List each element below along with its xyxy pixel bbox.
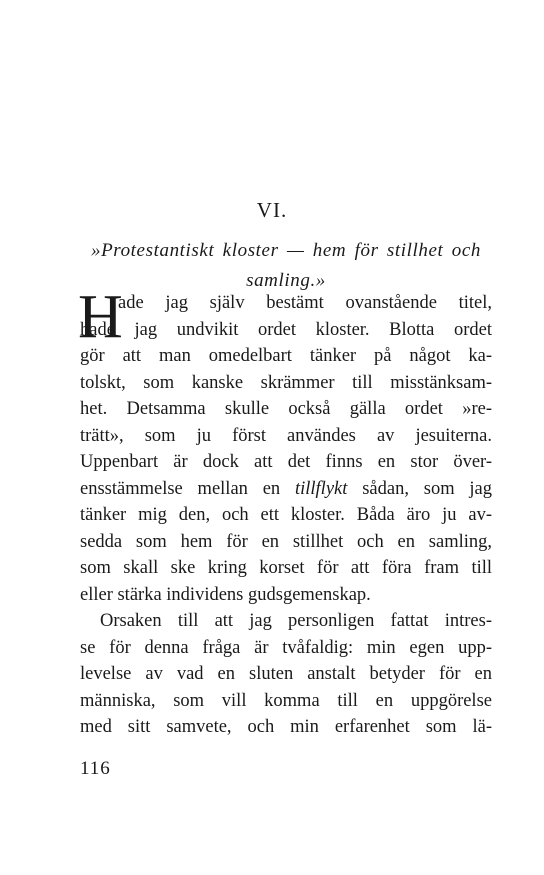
italic-word: tillflykt [294,478,348,499]
text-line: trätt», som ju först användes av jesuiterna. [80,425,492,446]
text-line: Orsaken till att jag personligen fattat intres- [100,611,492,631]
text-line: Uppenbart är dock att det finns en stor över- [80,452,492,472]
page-number: 116 [80,758,111,779]
text-line: levelse av vad en sluten anstalt betyder för en [80,664,492,684]
text-line: sedda som hem för en stillhet och en samling, [80,531,492,552]
chapter-number: VI. [256,198,288,222]
drop-cap: H [78,283,123,351]
text-line: ade jag själv bestämt ovanstående titel, [118,293,492,313]
text-line: människa, som vill komma till en uppgörelse [80,690,492,711]
text-line: tänker mig den, och ett kloster. Båda äro ju av- [80,505,492,525]
chapter-epigraph [80,236,492,296]
body-text [78,283,492,741]
text-line: tolskt, som kanske skrämmer till misstänksam- [80,372,492,393]
epigraph-line: samling.» [246,270,326,291]
text-fragment: ensstämmelse mellan en [80,478,295,499]
text-fragment: sådan, som jag [347,478,492,499]
text-line [80,476,492,503]
text-line: hade jag undvikit ordet kloster. Blotta ordet [80,319,492,340]
text-line: med sitt samvete, och min erfarenhet som lä- [80,717,492,737]
text-line: het. Detsamma skulle också gälla ordet »re- [80,399,492,419]
text-line: se för denna fråga är tvåfaldig: min egen upp- [80,637,492,658]
epigraph-line: »Protestantiskt kloster — hem för stillhet och [90,240,482,261]
text-line: som skall ske kring korset för att föra fram till [80,558,492,578]
text-line: gör att man omedelbart tänker på något ka- [80,346,492,366]
text-line: eller stärka individens gudsgemenskap. [80,584,371,605]
